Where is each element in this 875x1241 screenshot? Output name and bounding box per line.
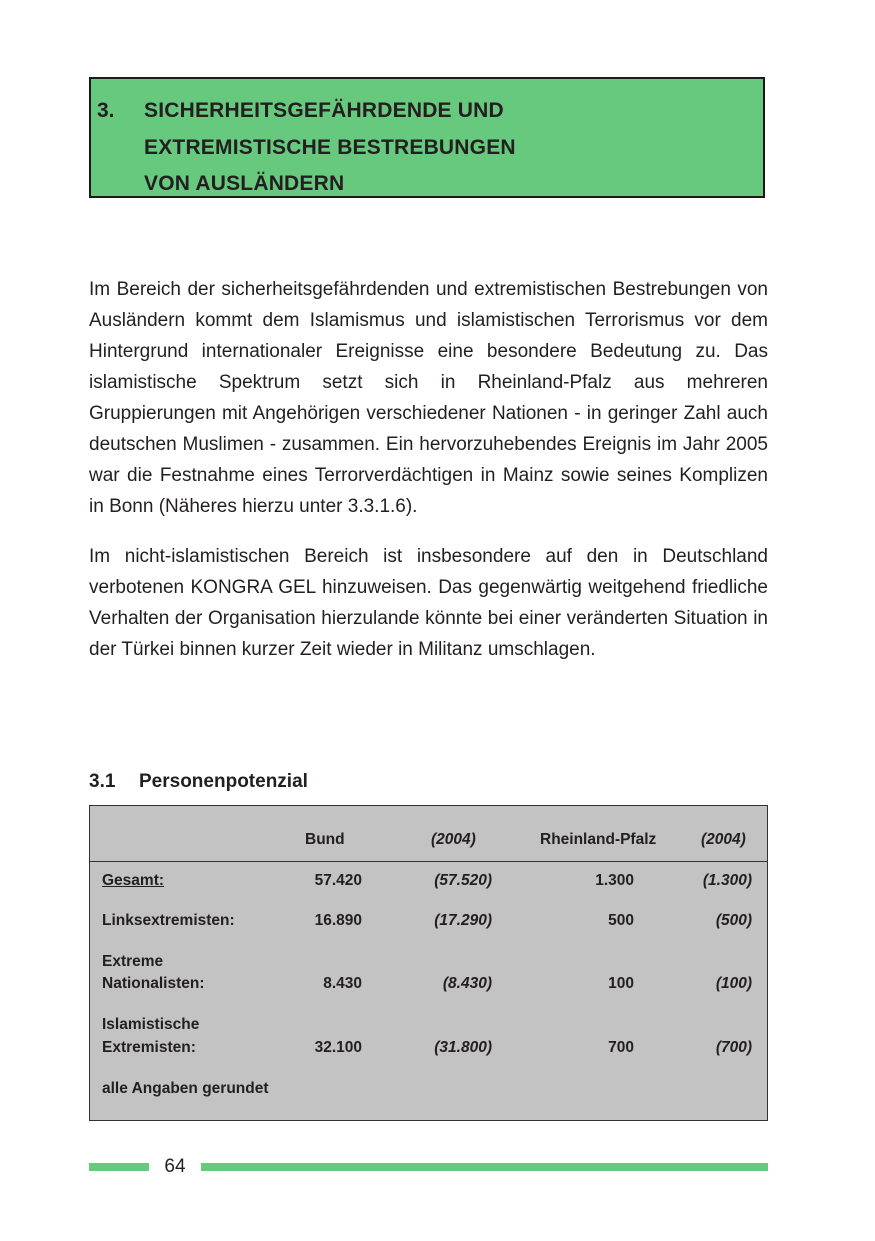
- page-number: 64: [164, 1156, 186, 1177]
- chapter-title-line: EXTREMISTISCHE BESTREBUNGEN: [144, 135, 516, 159]
- cell-bund: 8.430: [323, 975, 362, 992]
- cell-bund: 16.890: [314, 912, 362, 929]
- chapter-title: [144, 93, 516, 203]
- cell-bund-2004: (8.430): [442, 975, 492, 992]
- cell-bund: 32.100: [314, 1039, 362, 1056]
- section-number: 3.1: [89, 771, 116, 792]
- chapter-heading-box: [89, 77, 765, 198]
- row-label-line1: Extreme: [102, 953, 164, 970]
- row-label-line1: Islamistische: [102, 1016, 200, 1033]
- chapter-title-line: VON AUSLÄNDERN: [144, 172, 345, 195]
- row-label: Linksextremisten:: [102, 912, 235, 929]
- col-header-bund-2004: (2004): [431, 831, 476, 848]
- cell-bund: 57.420: [314, 872, 362, 889]
- col-header-rlp-2004: (2004): [701, 831, 746, 848]
- footer-bar-left: [89, 1163, 149, 1171]
- chapter-title-line: SICHERHEITSGEFÄHRDENDE UND: [144, 99, 504, 122]
- chapter-number: 3.: [97, 99, 115, 122]
- row-label: Gesamt:: [102, 872, 165, 889]
- cell-rlp-2004: (100): [715, 975, 752, 992]
- row-label: Nationalisten:: [102, 975, 205, 992]
- table-footnote: alle Angaben gerundet: [102, 1080, 269, 1097]
- section-title: Personenpotenzial: [139, 771, 308, 792]
- cell-bund-2004: (17.290): [434, 912, 492, 929]
- col-header-bund: Bund: [305, 831, 345, 848]
- footer-bar-right: [201, 1163, 768, 1171]
- intro-paragraph: Im Bereich der sicherheitsgefährdenden und extremistischen Bestrebungen von Ausländern kommt dem Islamismus und islamistischen Terrorismus vor dem Hintergrund internationaler Ereignisse eine besondere Bedeutung zu. Das islamistische Spektrum setzt sich in Rheinland-Pfalz aus mehreren Gruppierungen mit Angehörigen verschiedener Nationen - in geringer Zahl auch deutschen Muslimen - zusammen. Ein hervorzuhebendes Ereignis im Jahr 2005 war die Festnahme eines Terrorverdächtigen in Mainz sowie seines Komplizen in Bonn (Näheres hierzu unter 3.3.1.6).: [89, 279, 768, 517]
- header-divider: [90, 861, 767, 862]
- cell-bund-2004: (57.520): [434, 872, 492, 889]
- cell-rlp-2004: (500): [715, 912, 752, 929]
- kongra-gel-paragraph: Im nicht-islamistischen Bereich ist insbesondere auf den in Deutschland verbotenen KONGRA GEL hinzuweisen. Das gegenwärtig weitgehend friedliche Verhalten der Organisation hierzulande könnte bei einer veränderten Situation in der Türkei binnen kurzer Zeit wieder in Militanz umschlagen.: [89, 546, 768, 660]
- cell-rlp: 1.300: [595, 872, 634, 889]
- cell-rlp: 500: [608, 912, 634, 929]
- cell-rlp-2004: (1.300): [702, 872, 752, 889]
- cell-rlp: 700: [608, 1039, 634, 1056]
- row-label: Extremisten:: [102, 1039, 196, 1056]
- col-header-rlp: Rheinland-Pfalz: [540, 831, 657, 848]
- section-heading: [89, 768, 308, 796]
- cell-bund-2004: (31.800): [434, 1039, 492, 1056]
- cell-rlp: 100: [608, 975, 634, 992]
- cell-rlp-2004: (700): [715, 1039, 752, 1056]
- personenpotenzial-table: [89, 805, 768, 1121]
